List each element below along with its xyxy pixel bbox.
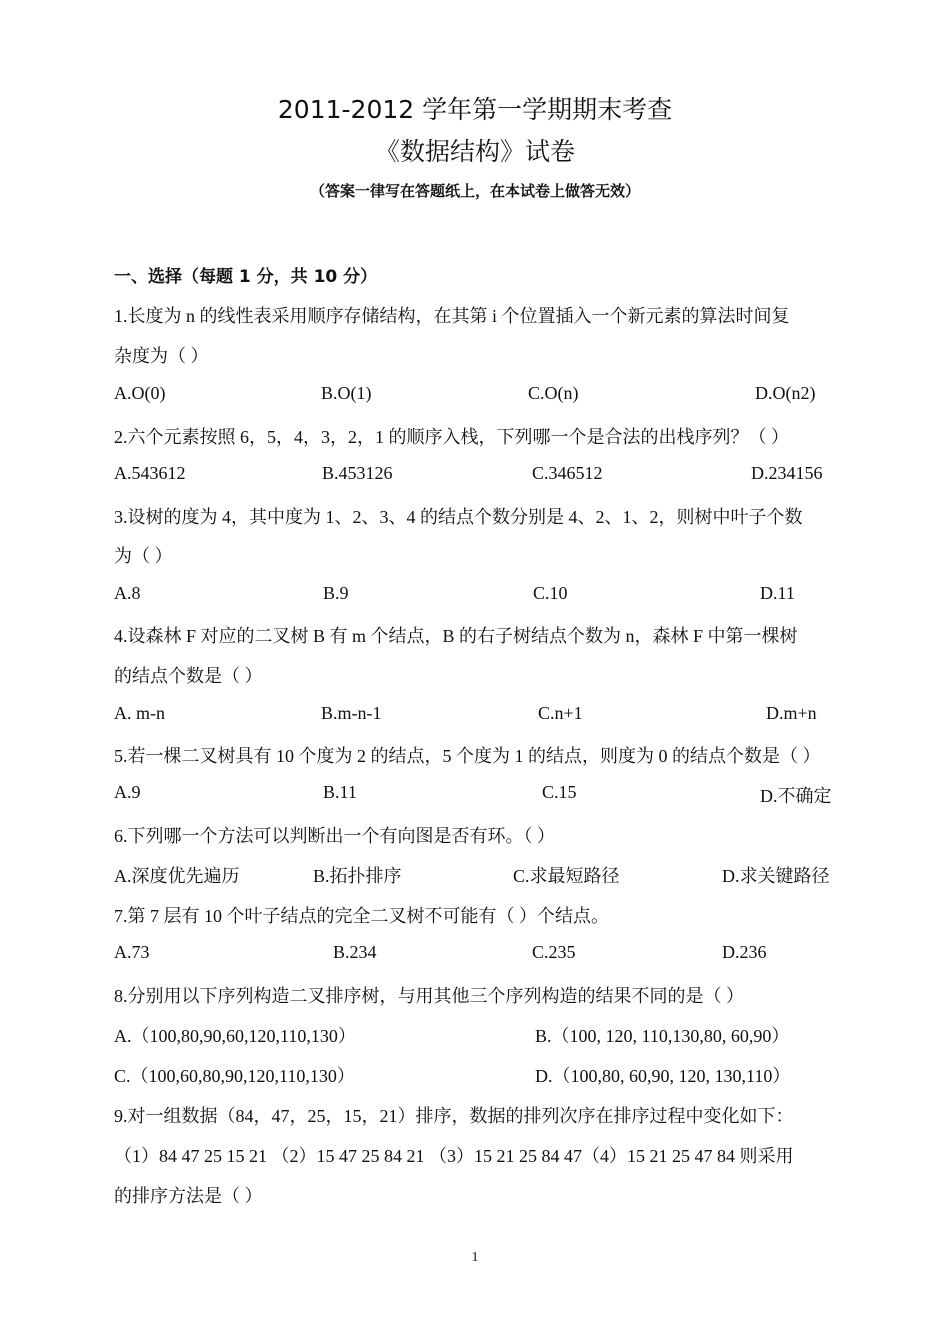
question-2-option-b: B.453126 [322,463,393,483]
question-9-line-1: 9.对一组数据（84，47，25，15，21）排序，数据的排列次序在排序过程中变化如下： [114,1106,794,1126]
question-5-option-c: C.15 [542,782,577,802]
question-7-option-c: C.235 [532,942,576,962]
question-8-option-c: C.（100,60,80,90,120,110,130） [114,1066,355,1086]
question-7-option-a: A.73 [114,942,150,962]
question-4-line-2: 的结点个数是（ ） [114,666,263,686]
question-5-line-1: 5.若一棵二叉树具有 10 个度为 2 的结点，5 个度为 1 的结点，则度为 0 的结点个数是（ ） [114,746,821,766]
question-7-option-d: D.236 [722,942,767,962]
question-5-option-a: A.9 [114,782,141,802]
question-4-option-c: C.n+1 [538,703,583,723]
question-3-option-d: D.11 [760,583,795,603]
question-9-line-2: （1）84 47 25 15 21 （2）15 47 25 84 21 （3）15 21 25 84 47（4）15 21 25 47 84 则采用 [114,1146,794,1166]
question-6-option-b: B.拓扑排序 [313,866,402,886]
question-2-option-a: A.543612 [114,463,186,483]
question-4-option-a: A. m-n [114,703,165,723]
question-6-option-a: A.深度优先遍历 [114,866,240,886]
question-5-option-b: B.11 [323,782,357,802]
question-9-line-3: 的排序方法是（ ） [114,1186,263,1206]
question-8-option-d: D.（100,80, 60,90, 120, 130,110） [535,1066,791,1086]
question-2-option-d: D.234156 [751,463,823,483]
question-1-line-2: 杂度为（ ） [114,346,209,366]
question-3-option-c: C.10 [533,583,568,603]
question-2-line-1: 2.六个元素按照 6，5，4，3，2，1 的顺序入栈，下列哪一个是合法的出栈序列？（ ） [114,427,789,447]
question-3-option-b: B.9 [323,583,349,603]
section-heading: 一、选择（每题 1 分，共 10 分） [114,267,378,287]
page-number: 1 [471,1250,479,1265]
question-8-option-b: B.（100, 120, 110,130,80, 60,90） [535,1026,790,1046]
question-4-option-d: D.m+n [766,703,817,723]
question-6-option-c: C.求最短路径 [513,866,620,886]
question-5-option-d: D.不确定 [760,786,832,806]
question-7-option-b: B.234 [333,942,377,962]
question-6-option-d: D.求关键路径 [722,866,830,886]
question-1-option-c: C.O(n) [528,383,579,403]
question-4-option-b: B.m-n-1 [321,703,382,723]
question-2-option-c: C.346512 [532,463,603,483]
question-8-line-1: 8.分别用以下序列构造二叉排序树，与用其他三个序列构造的结果不同的是（ ） [114,986,744,1006]
question-3-line-1: 3.设树的度为 4，其中度为 1、2、3、4 的结点个数分别是 4、2、1、2，则树中叶子个数 [114,507,803,527]
question-1-option-d: D.O(n2) [755,383,816,403]
question-4-line-1: 4.设森林 F 对应的二叉树 B 有 m 个结点，B 的右子树结点个数为 n，森林 F 中第一棵树 [114,626,798,646]
question-6-line-1: 6.下列哪一个方法可以判断出一个有向图是否有环。（ ） [114,826,555,846]
question-7-line-1: 7.第 7 层有 10 个叶子结点的完全二叉树不可能有（ ）个结点。 [114,906,609,926]
question-3-option-a: A.8 [114,583,141,603]
question-1-line-1: 1.长度为 n 的线性表采用顺序存储结构，在其第 i 个位置插入一个新元素的算法时间复 [114,306,790,326]
question-1-option-b: B.O(1) [321,383,372,403]
exam-title: 2011-2012 学年第一学期期末考查 [277,95,673,124]
answer-notice: （答案一律写在答题纸上，在本试卷上做答无效） [309,182,640,200]
question-8-option-a: A.（100,80,90,60,120,110,130） [114,1026,356,1046]
question-1-option-a: A.O(0) [114,383,166,403]
exam-subtitle: 《数据结构》试卷 [374,137,575,166]
question-3-line-2: 为（ ） [114,546,173,566]
